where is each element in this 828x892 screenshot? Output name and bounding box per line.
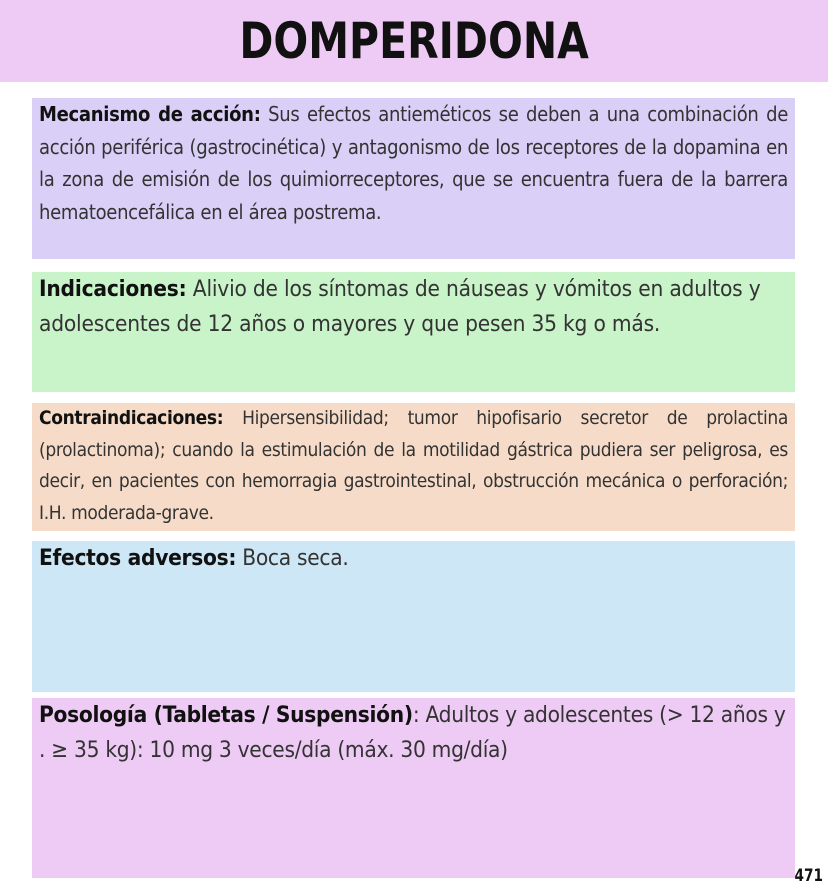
section-text: Boca seca. <box>242 545 349 571</box>
section-contraindicaciones <box>32 403 795 531</box>
section-efectos <box>32 541 795 692</box>
section-indicaciones <box>32 272 795 392</box>
section-label: Mecanismo de acción: <box>39 102 261 126</box>
page-number: 471 <box>794 866 823 886</box>
section-label: Indicaciones: <box>39 276 187 302</box>
section-text: Sus efectos antieméticos se deben a una combinación de acción periférica (gastrocinética) y antagonismo de los receptores de la dopamina en la zona de emisión de los quimiorreceptores, que se encuentra fuera de la barrera hematoencefálica en el área postrema. <box>39 102 788 224</box>
section-text: Hipersensibilidad; tumor hipofisario secretor de prolactina (prolactinoma); cuando la estimulación de la motilidad gástrica pudiera ser peligrosa, es decir, en pacientes con hemorragia gastrointestinal, obstrucción mecánica o perforación; I.H. moderada-grave. <box>39 407 788 524</box>
title-banner <box>0 0 828 82</box>
section-posologia <box>32 698 795 878</box>
section-label: Efectos adversos: <box>39 545 237 571</box>
section-text: Alivio de los síntomas de náuseas y vómitos en adultos y adolescentes de 12 años o mayores y que pesen 35 kg o más. <box>39 276 761 337</box>
section-label: Posología (Tabletas / Suspensión) <box>39 702 413 728</box>
section-mecanismo <box>32 98 795 259</box>
page-title: DOMPERIDONA <box>239 12 589 70</box>
section-label: Contraindicaciones: <box>39 407 224 429</box>
section-text: : Adultos y adolescentes (> 12 años y . ≥ 35 kg): 10 mg 3 veces/día (máx. 30 mg/día) <box>39 702 786 763</box>
